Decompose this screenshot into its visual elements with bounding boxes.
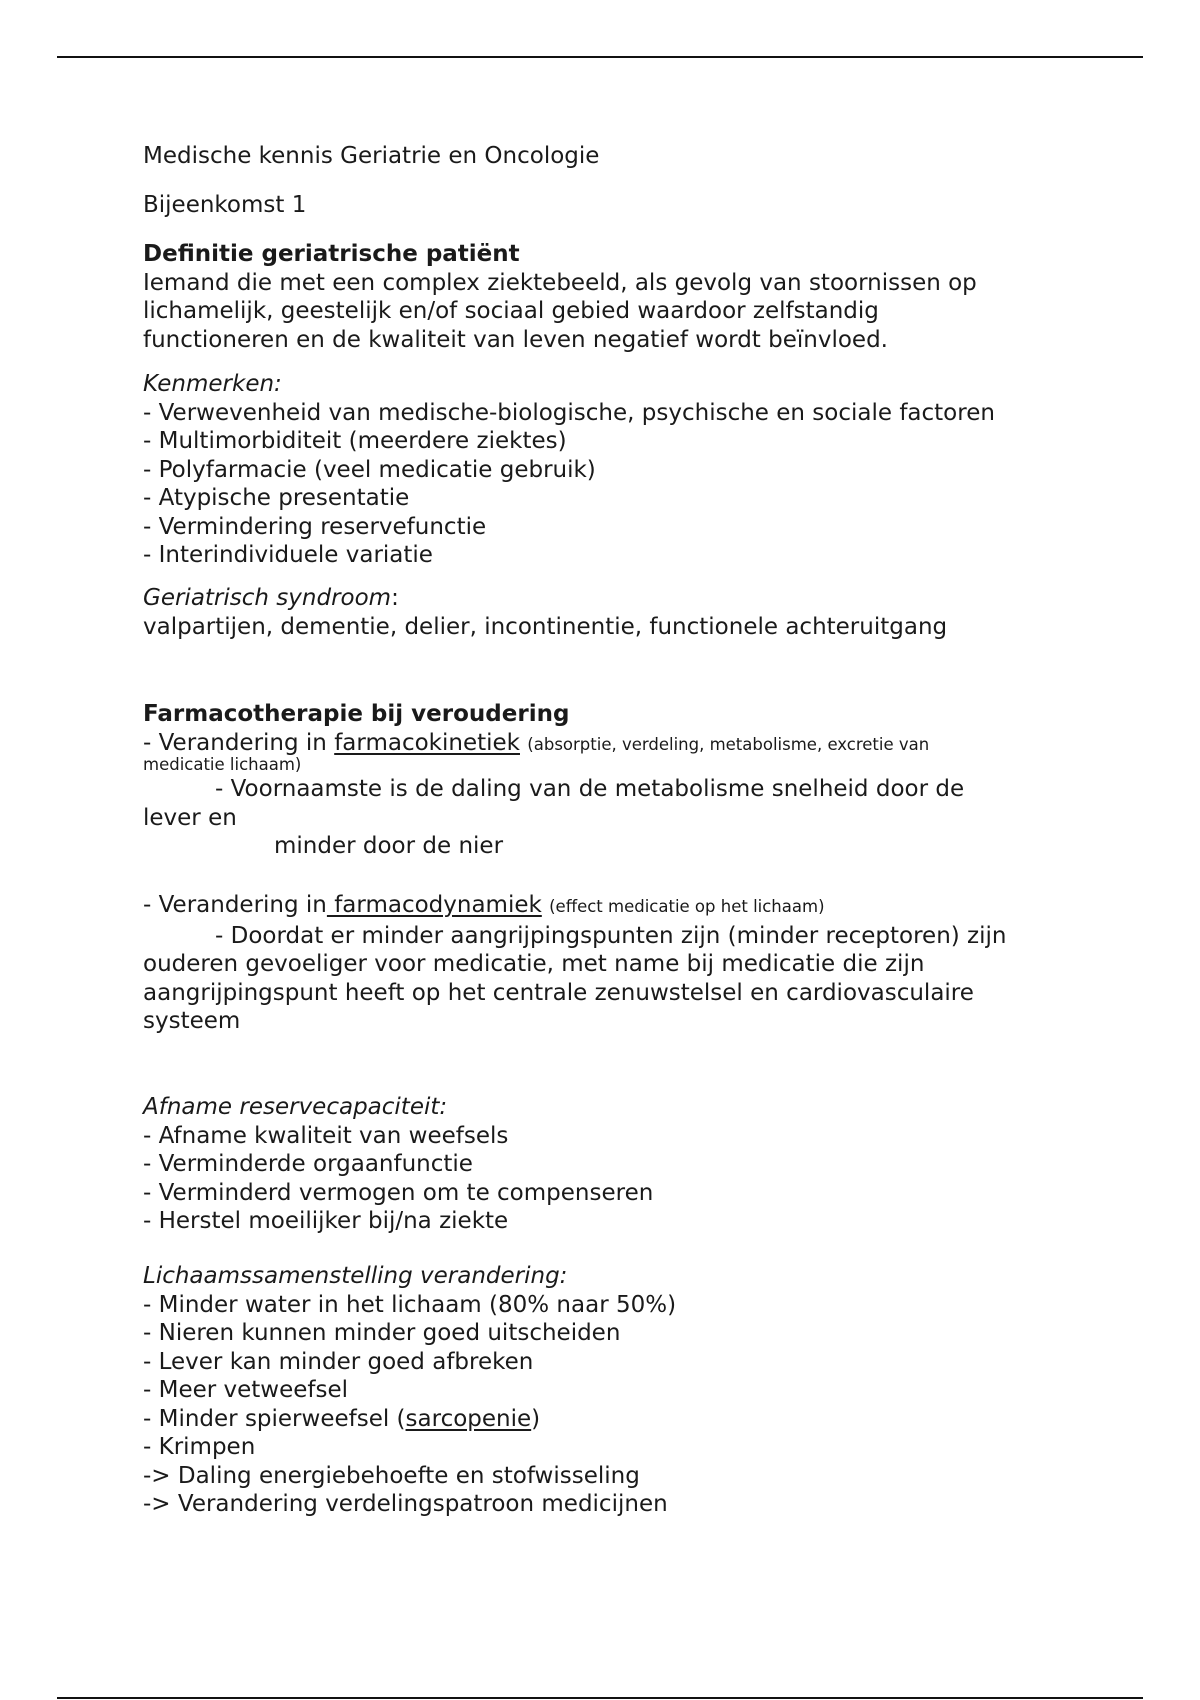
spier-suffix: ): [531, 1405, 541, 1432]
definition-line: Iemand die met een complex ziektebeeld, als gevolg van stoornissen op: [143, 269, 977, 296]
farmaco-heading: Farmacotherapie bij veroudering: [143, 701, 570, 727]
sarcopenie-term: sarcopenie: [405, 1405, 532, 1432]
kinetiek-sub: - Voornaamste is de daling van de metabolisme snelheid door de: [215, 776, 965, 802]
footer-rule: [57, 1697, 1143, 1699]
kenmerken-section: [143, 370, 995, 570]
dynamiek-term: farmacodynamiek: [326, 892, 542, 918]
list-item: - Verminderd vermogen om te compenseren: [143, 1179, 654, 1206]
farmaco-section: [143, 700, 964, 861]
dynamiek-sub-cont: ouderen gevoeliger voor medicatie, met name bij medicatie die zijn: [143, 951, 925, 977]
definition-section: [143, 240, 977, 354]
dynamiek-sub-cont: aangrijpingspunt heeft op het centrale zenuwstelsel en cardiovasculaire: [143, 979, 974, 1006]
kinetiek-note: (absorptie, verdeling, metabolisme, excretie van: [527, 734, 930, 754]
definition-line: functioneren en de kwaliteit van leven negatief wordt beïnvloed.: [143, 326, 888, 353]
dynamiek-section: [143, 891, 1007, 1036]
kinetiek-term: farmacokinetiek: [334, 729, 520, 756]
lichaam-heading: Lichaamssamenstelling verandering:: [143, 1263, 568, 1289]
header-rule: [57, 56, 1143, 58]
spier-prefix: - Minder spierweefsel (: [143, 1405, 406, 1432]
dynamiek-prefix: - Verandering in: [143, 892, 327, 918]
kinetiek-sub-cont: lever en: [143, 804, 237, 831]
list-item: - Krimpen: [143, 1434, 256, 1460]
session-label: Bijeenkomst 1: [143, 192, 307, 218]
list-item: -> Verandering verdelingspatroon medicijnen: [143, 1491, 668, 1517]
kinetiek-note-cont: medicatie lichaam): [143, 755, 302, 774]
list-item: - Vermindering reservefunctie: [143, 513, 487, 540]
document-title: Medische kennis Geriatrie en Oncologie: [143, 143, 600, 169]
dynamiek-sub-cont: systeem: [143, 1008, 241, 1034]
syndroom-heading: Geriatrisch syndroom: [143, 585, 392, 611]
list-item: - Atypische presentatie: [143, 485, 410, 511]
list-item: - Meer vetweefsel: [143, 1377, 349, 1403]
definition-heading: Definitie geriatrische patiënt: [143, 241, 520, 267]
dynamiek-note: (effect medicatie op het lichaam): [549, 897, 825, 916]
list-item: - Multimorbiditeit (meerdere ziektes): [143, 428, 567, 454]
list-item: -> Daling energiebehoefte en stofwisseling: [143, 1462, 640, 1489]
syndroom-text: valpartijen, dementie, delier, incontinentie, functionele achteruitgang: [143, 613, 948, 640]
syndroom-colon: :: [391, 585, 399, 611]
list-item: - Nieren kunnen minder goed uitscheiden: [143, 1320, 621, 1346]
list-item: - Polyfarmacie (veel medicatie gebruik): [143, 456, 596, 483]
afname-heading: Afname reservecapaciteit:: [143, 1094, 448, 1120]
list-item: - Interindividuele variatie: [143, 542, 433, 568]
list-item: - Lever kan minder goed afbreken: [143, 1348, 534, 1375]
kenmerken-heading: Kenmerken:: [143, 371, 282, 397]
list-item: - Minder water in het lichaam (80% naar 50%): [143, 1291, 677, 1318]
afname-section: [143, 1093, 653, 1236]
list-item: - Verwevenheid van medische-biologische, psychische en sociale factoren: [143, 399, 995, 426]
list-item: - Afname kwaliteit van weefsels: [143, 1122, 509, 1149]
kinetiek-sub-cont: minder door de nier: [274, 833, 504, 859]
lichaam-section: [143, 1262, 676, 1519]
definition-line: lichamelijk, geestelijk en/of sociaal gebied waardoor zelfstandig: [143, 298, 879, 324]
kinetiek-prefix: - Verandering in: [143, 729, 335, 756]
list-item: - Herstel moeilijker bij/na ziekte: [143, 1208, 509, 1234]
dynamiek-sub: - Doordat er minder aangrijpingspunten zijn (minder receptoren) zijn: [215, 922, 1007, 949]
syndroom-section: [143, 584, 947, 641]
list-item: - Verminderde orgaanfunctie: [143, 1151, 473, 1177]
